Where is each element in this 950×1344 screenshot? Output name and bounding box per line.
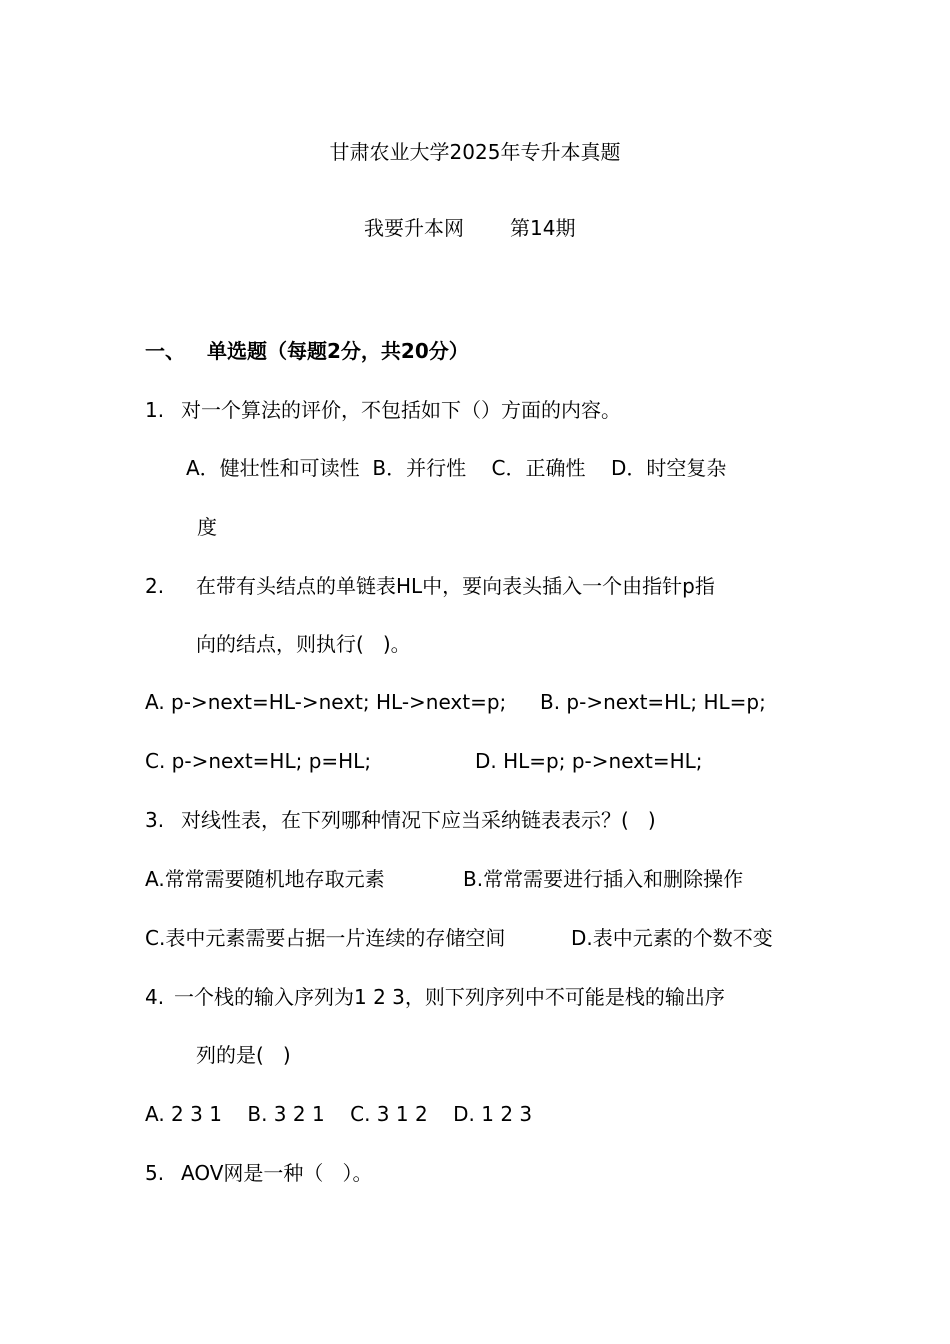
question-stem-continued: 列的是( ) xyxy=(196,1043,291,1067)
section-heading: 单选题（每题2分，共20分） xyxy=(207,339,469,363)
option-a: A. p->next=HL->next; HL->next=p; xyxy=(145,690,507,714)
question-stem-continued: 向的结点，则执行( )。 xyxy=(196,632,411,656)
question-number: 2. xyxy=(145,574,165,598)
subtitle-site: 我要升本网 xyxy=(364,216,464,240)
option-d: D. HL=p; p->next=HL; xyxy=(475,749,703,773)
question-number: 3. xyxy=(145,808,165,832)
question-number: 5. xyxy=(145,1161,165,1185)
question-options-continued: 度 xyxy=(197,515,217,539)
question-stem: 对线性表，在下列哪种情况下应当采纳链表表示？( ) xyxy=(181,808,656,832)
option-c: C. p->next=HL; p=HL; xyxy=(145,749,372,773)
option-b: B. p->next=HL; HL=p; xyxy=(540,690,766,714)
question-number: 4. xyxy=(145,985,165,1009)
question-number: 1. xyxy=(145,398,165,422)
question-stem: 一个栈的输入序列为1 2 3，则下列序列中不可能是栈的输出序 xyxy=(174,985,725,1009)
question-stem: 在带有头结点的单链表HL中，要向表头插入一个由指针p指 xyxy=(196,574,715,598)
option-a: A.常常需要随机地存取元素 xyxy=(145,867,385,891)
question-stem: 对一个算法的评价，不包括如下（）方面的内容。 xyxy=(181,398,621,422)
option-d: D.表中元素的个数不变 xyxy=(571,926,773,950)
option-c: C.表中元素需要占据一片连续的存储空间 xyxy=(145,926,506,950)
question-stem: AOV网是一种（ ）。 xyxy=(181,1161,373,1185)
question-options: A．健壮性和可读性 B．并行性 C．正确性 D．时空复杂 xyxy=(186,456,727,480)
subtitle-issue: 第14期 xyxy=(510,216,576,240)
question-options: A. 2 3 1 B. 3 2 1 C. 3 1 2 D. 1 2 3 xyxy=(145,1102,533,1126)
page-title: 甘肃农业大学2025年专升本真题 xyxy=(329,140,621,164)
section-number: 一、 xyxy=(145,339,185,363)
option-b: B.常常需要进行插入和删除操作 xyxy=(463,867,744,891)
